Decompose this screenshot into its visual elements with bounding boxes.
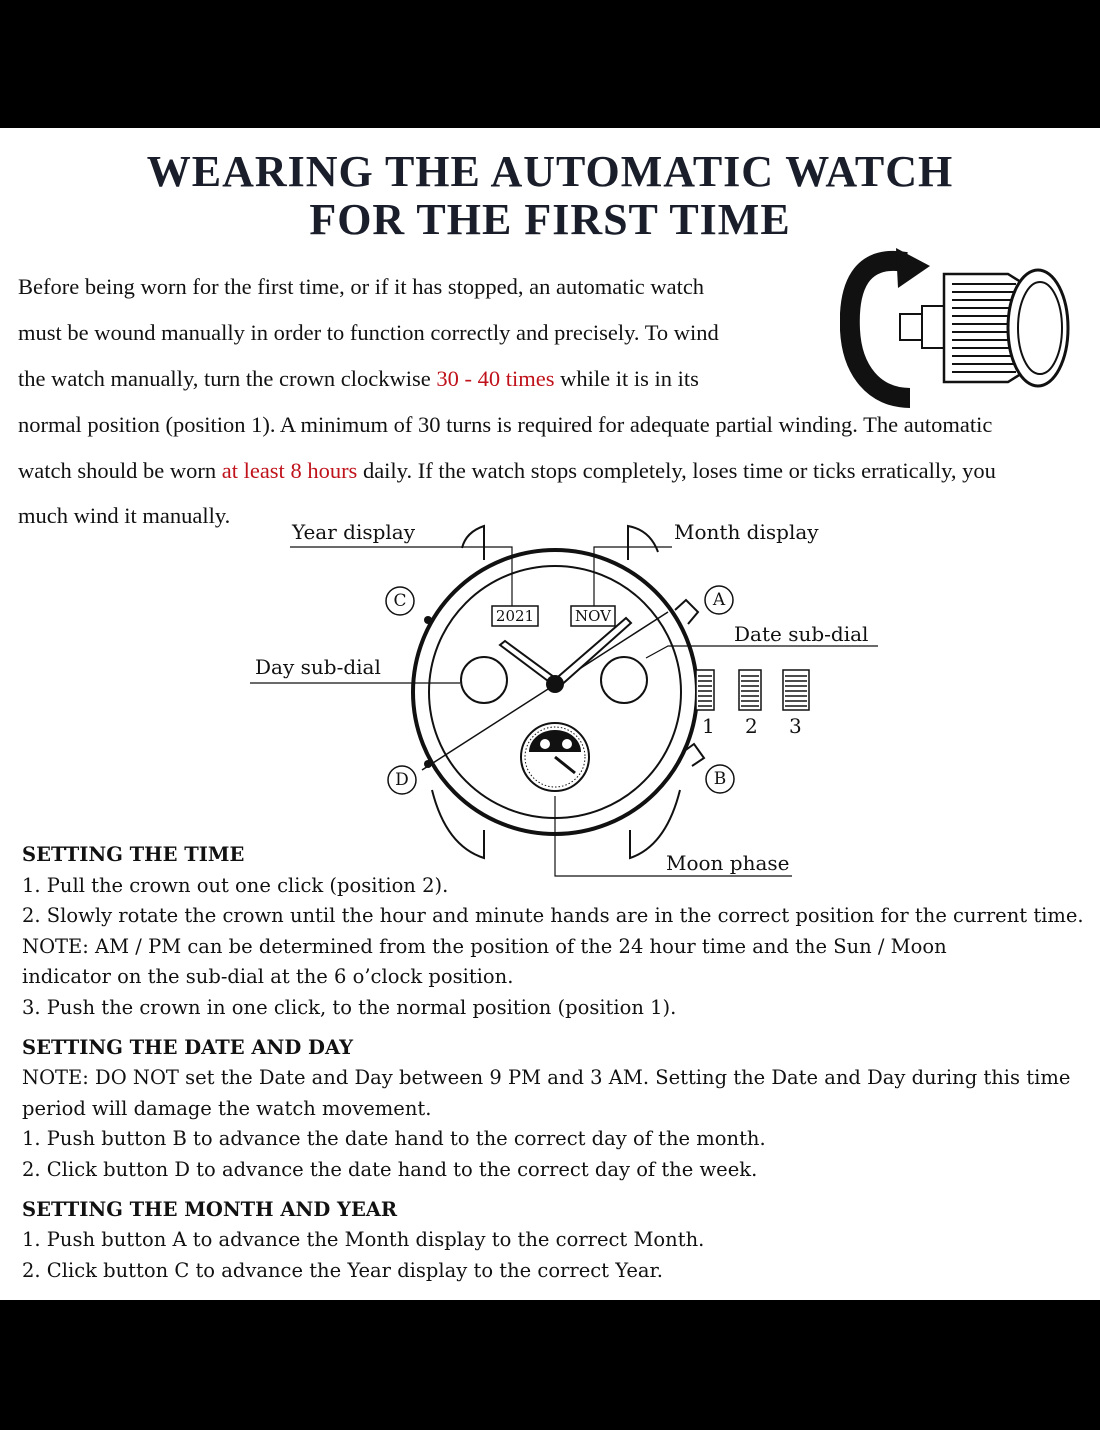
crown-position-2 xyxy=(739,670,761,710)
wear-hours-highlight: at least 8 hours xyxy=(221,458,358,483)
intro-line-3 xyxy=(18,366,699,392)
setting-time-line: 3. Push the crown in one click, to the normal position (position 1). xyxy=(22,996,677,1019)
crown-winding-icon xyxy=(840,248,1080,408)
crown-position-1 xyxy=(696,670,714,710)
button-c-label: C xyxy=(393,591,407,611)
crown-position-2-label: 2 xyxy=(745,714,758,738)
setting-time-line: NOTE: AM / PM can be determined from the position of the 24 hour time and the Sun / Moon xyxy=(22,935,947,958)
year-value: 2021 xyxy=(495,607,535,625)
day-subdial xyxy=(461,657,507,703)
button-b-label: B xyxy=(713,769,727,789)
crown-position-3 xyxy=(783,670,809,710)
setting-time-line: 1. Pull the crown out one click (position 2). xyxy=(22,874,449,897)
setting-time-heading: SETTING THE TIME xyxy=(22,843,245,866)
lower-left-lug xyxy=(432,790,484,858)
intro-text: the watch manually, turn the crown clockwise xyxy=(18,366,437,391)
intro-text: watch should be worn xyxy=(18,458,222,483)
setting-date-line: NOTE: DO NOT set the Date and Day between 9 PM and 3 AM. Setting the Date and Day during this time xyxy=(22,1066,1071,1089)
intro-line-6: much wind it manually. xyxy=(18,503,231,528)
page-title-line1: WEARING THE AUTOMATIC WATCH xyxy=(146,147,954,196)
setting-month-line: 1. Push button A to advance the Month display to the correct Month. xyxy=(22,1228,705,1251)
intro-line-2: must be wound manually in order to function correctly and precisely. To wind xyxy=(18,320,719,345)
year-display-label: Year display xyxy=(292,520,416,544)
watch-diagram xyxy=(0,500,1100,880)
day-subdial-label: Day sub-dial xyxy=(255,655,381,679)
button-a-label: A xyxy=(712,590,726,610)
intro-line-4: normal position (position 1). A minimum of 30 turns is required for adequate partial winding. The automatic xyxy=(18,412,993,437)
setting-month-heading: SETTING THE MONTH AND YEAR xyxy=(22,1198,398,1221)
setting-date-heading: SETTING THE DATE AND DAY xyxy=(22,1036,354,1059)
crown-position-3-label: 3 xyxy=(789,714,802,738)
setting-date-line: period will damage the watch movement. xyxy=(22,1097,432,1120)
setting-time-line: 2. Slowly rotate the crown until the hour and minute hands are in the correct position for the current time. xyxy=(22,904,1084,927)
intro-text: daily. If the watch stops completely, loses time or ticks erratically, you xyxy=(357,458,996,483)
upper-right-lug xyxy=(628,526,658,560)
button-d-label: D xyxy=(395,770,409,790)
lower-right-lug xyxy=(630,790,680,858)
month-display-label: Month display xyxy=(674,520,819,544)
month-value: NOV xyxy=(575,607,611,625)
setting-date-line: 2. Click button D to advance the date hand to the correct day of the week. xyxy=(22,1158,758,1181)
intro-line-5 xyxy=(18,458,996,484)
setting-month-line: 2. Click button C to advance the Year display to the correct Year. xyxy=(22,1259,663,1282)
upper-left-lug xyxy=(462,526,484,560)
moon-phase-label: Moon phase xyxy=(666,851,790,875)
setting-time-line: indicator on the sub-dial at the 6 o’clock position. xyxy=(22,965,514,988)
date-subdial xyxy=(601,657,647,703)
date-subdial-label: Date sub-dial xyxy=(734,622,869,646)
intro-text: while it is in its xyxy=(554,366,699,391)
intro-line-1: Before being worn for the first time, or if it has stopped, an automatic watch xyxy=(18,274,705,299)
page-title-line2: FOR THE FIRST TIME xyxy=(309,195,791,244)
setting-date-line: 1. Push button B to advance the date hand to the correct day of the month. xyxy=(22,1127,766,1150)
crown-position-1-label: 1 xyxy=(702,714,715,738)
winding-turns-highlight: 30 - 40 times xyxy=(436,366,555,391)
